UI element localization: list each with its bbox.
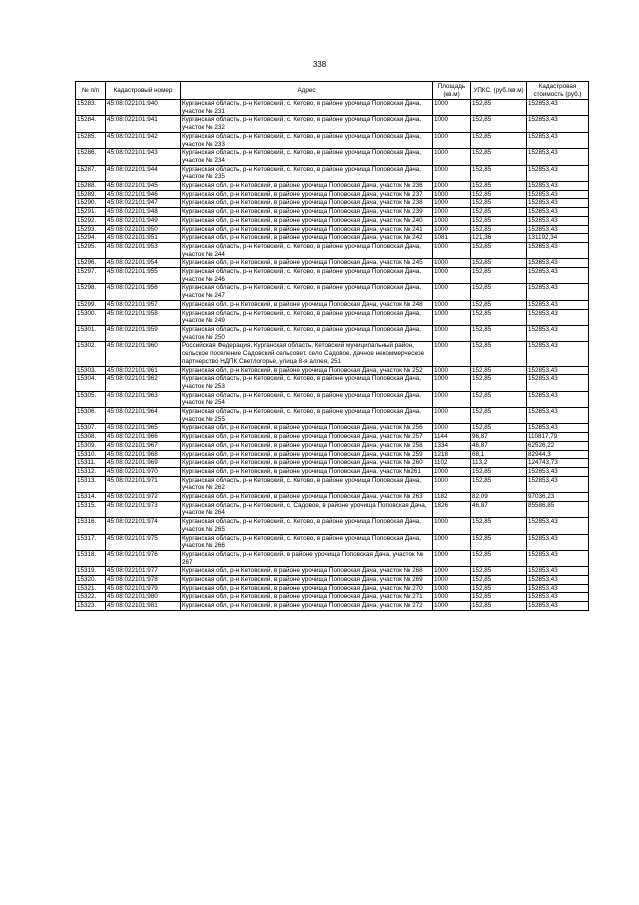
area-cell: 1000 <box>433 216 471 225</box>
address-cell: Курганская обл, р-н Кетовский, в районе урочища Поповская Дача, участок № 245 <box>181 259 433 268</box>
table-row <box>76 593 589 602</box>
area-cell: 1000 <box>433 300 471 309</box>
area-cell: 1826 <box>433 501 471 517</box>
table-row <box>76 567 589 576</box>
table-row <box>76 518 589 534</box>
upks-cell: 152,85 <box>471 391 527 407</box>
area-cell: 1000 <box>433 116 471 132</box>
table-row <box>76 602 589 611</box>
area-cell: 1000 <box>433 149 471 165</box>
upks-cell: 152,85 <box>471 149 527 165</box>
area-cell: 1182 <box>433 493 471 502</box>
row-number-cell: 15298. <box>76 284 106 300</box>
address-cell: Курганская область, р-н Кетовский, с. Садовое, в районе урочища Поповская Дача, участок № 264 <box>181 501 433 517</box>
area-cell: 1000 <box>433 534 471 550</box>
cadastral-number-cell: 45:08:022101:971 <box>106 476 181 492</box>
upks-cell: 152,85 <box>471 216 527 225</box>
upks-cell: 152,85 <box>471 309 527 325</box>
cadastral-number-cell: 45:08:022101:962 <box>106 375 181 391</box>
address-cell: Курганская область, р-н Кетовский, с. Кетово, в районе урочища Поповская Дача, участок № 254 <box>181 391 433 407</box>
upks-cell: 152,85 <box>471 199 527 208</box>
address-cell: Курганская обл, р-н Кетовский, в районе урочища Поповская Дача, участок № 256 <box>181 424 433 433</box>
address-cell: Курганская область, р-н Кетовский, с. Кетово, в районе урочища Поповская Дача, участок № 249 <box>181 309 433 325</box>
area-cell: 1000 <box>433 309 471 325</box>
area-cell: 1000 <box>433 165 471 181</box>
cadastral-number-cell: 45:08:022101:954 <box>106 259 181 268</box>
cadastral-value-cell: 152853,43 <box>527 268 589 284</box>
upks-cell: 46,87 <box>471 441 527 450</box>
cadastral-number-cell: 45:08:022101:965 <box>106 424 181 433</box>
row-number-cell: 15317. <box>76 534 106 550</box>
cadastral-number-cell: 45:08:022101:972 <box>106 493 181 502</box>
address-cell: Курганская обл, р-н Кетовский, в районе урочища Поповская Дача, участок № 238 <box>181 199 433 208</box>
upks-cell: 152,85 <box>471 116 527 132</box>
address-cell: Курганская обл, р-н Кетовский, в районе урочища Поповская Дача, участок № 270 <box>181 584 433 593</box>
area-cell: 1000 <box>433 408 471 424</box>
cadastral-number-cell: 45:08:022101:966 <box>106 433 181 442</box>
address-cell: Курганская обл, р-н Кетовский, в районе урочища Поповская Дача, участок № 248 <box>181 300 433 309</box>
cadastral-value-cell: 152853,43 <box>527 216 589 225</box>
cadastral-value-cell: 152853,43 <box>527 190 589 199</box>
upks-cell: 152,85 <box>471 100 527 116</box>
table-row <box>76 366 589 375</box>
header-row-number: № п/п <box>76 82 106 100</box>
table-row <box>76 391 589 407</box>
cadastral-value-cell: 152853,43 <box>527 391 589 407</box>
row-number-cell: 15299. <box>76 300 106 309</box>
table-row <box>76 309 589 325</box>
table-row <box>76 259 589 268</box>
table-row <box>76 284 589 300</box>
table-row <box>76 534 589 550</box>
cadastral-value-cell: 152853,43 <box>527 300 589 309</box>
header-upks: УПКС. (руб./кв.м) <box>471 82 527 100</box>
table-header-row <box>76 82 589 100</box>
upks-cell: 152,85 <box>471 534 527 550</box>
table-row <box>76 342 589 366</box>
table-row <box>76 242 589 258</box>
upks-cell: 152,85 <box>471 518 527 534</box>
address-cell: Курганская область, р-н Кетовский, с. Кетово, в районе урочища Поповская Дача, участок № 232 <box>181 116 433 132</box>
address-cell: Курганская область, р-н Кетовский, с. Кетово, в районе урочища Поповская Дача, участок № 231 <box>181 100 433 116</box>
area-cell: 1000 <box>433 132 471 148</box>
address-cell: Курганская область, р-н Кетовский, с. Кетово, в районе урочища Поповская Дача, участок № 246 <box>181 268 433 284</box>
table-row <box>76 182 589 191</box>
cadastral-number-cell: 45:08:022101:963 <box>106 391 181 407</box>
area-cell: 1218 <box>433 450 471 459</box>
row-number-cell: 15306. <box>76 408 106 424</box>
address-cell: Курганская область, р-н Кетовский, с. Кетово, в районе урочища Поповская Дача, участок № 253 <box>181 375 433 391</box>
area-cell: 1000 <box>433 467 471 476</box>
area-cell: 1000 <box>433 576 471 585</box>
cadastral-number-cell: 45:08:022101:945 <box>106 182 181 191</box>
cadastral-value-cell: 152853,43 <box>527 534 589 550</box>
cadastral-number-cell: 45:08:022101:964 <box>106 408 181 424</box>
table-row <box>76 584 589 593</box>
row-number-cell: 15300. <box>76 309 106 325</box>
cadastral-number-cell: 45:08:022101:958 <box>106 309 181 325</box>
cadastral-number-cell: 45:08:022101:949 <box>106 216 181 225</box>
cadastral-number-cell: 45:08:022101:980 <box>106 593 181 602</box>
address-cell: Курганская обл, р-н Кетовский, в районе урочища Поповская Дача, участок № 271 <box>181 593 433 602</box>
cadastral-value-cell: 152853,43 <box>527 259 589 268</box>
row-number-cell: 15305. <box>76 391 106 407</box>
area-cell: 1000 <box>433 242 471 258</box>
cadastral-number-cell: 45:08:022101:976 <box>106 550 181 566</box>
address-cell: Курганская обл, р-н Кетовский, в районе урочища Поповская Дача, участок № 240 <box>181 216 433 225</box>
cadastral-value-cell: 62526,22 <box>527 441 589 450</box>
cadastral-value-cell: 152853,43 <box>527 208 589 217</box>
header-area: Площадь (кв.м) <box>433 82 471 100</box>
cadastral-number-cell: 45:08:022101:956 <box>106 284 181 300</box>
area-cell: 1000 <box>433 268 471 284</box>
row-number-cell: 15308. <box>76 433 106 442</box>
address-cell: Курганская обл, р-н Кетовский, в районе урочища Поповская Дача, участок № 237 <box>181 190 433 199</box>
address-cell: Курганская область, р-н Кетовский, с. Кетово, в районе урочища Поповская Дача, участок № 233 <box>181 132 433 148</box>
cadastral-number-cell: 45:08:022101:944 <box>106 165 181 181</box>
row-number-cell: 15289. <box>76 190 106 199</box>
row-number-cell: 15322. <box>76 593 106 602</box>
table-row <box>76 325 589 341</box>
table-row <box>76 300 589 309</box>
cadastral-value-cell: 152853,43 <box>527 242 589 258</box>
cadastral-value-cell: 152853,43 <box>527 132 589 148</box>
cadastral-number-cell: 45:08:022101:977 <box>106 567 181 576</box>
cadastral-value-cell: 131192,34 <box>527 234 589 243</box>
row-number-cell: 15297. <box>76 268 106 284</box>
cadastral-value-cell: 152853,43 <box>527 476 589 492</box>
area-cell: 1000 <box>433 518 471 534</box>
address-cell: Курганская область, р-н Кетовский, в районе урочища Поповская Дача, участок № 267 <box>181 550 433 566</box>
table-row <box>76 234 589 243</box>
table-row <box>76 165 589 181</box>
area-cell: 1000 <box>433 325 471 341</box>
area-cell: 1000 <box>433 225 471 234</box>
cadastral-value-cell: 124743,73 <box>527 459 589 468</box>
area-cell: 1334 <box>433 441 471 450</box>
upks-cell: 96,87 <box>471 433 527 442</box>
cadastral-number-cell: 45:08:022101:957 <box>106 300 181 309</box>
row-number-cell: 15304. <box>76 375 106 391</box>
address-cell: Курганская обл, р-н Кетовский, в районе урочища Поповская Дача, участок № 258 <box>181 441 433 450</box>
cadastral-number-cell: 45:08:022101:968 <box>106 450 181 459</box>
address-cell: Курганская область, р-н Кетовский, с. Кетово, в районе урочища Поповская Дача, участок № 234 <box>181 149 433 165</box>
cadastral-value-cell: 152853,43 <box>527 550 589 566</box>
cadastral-value-cell: 152853,43 <box>527 309 589 325</box>
cadastral-number-cell: 45:08:022101:961 <box>106 366 181 375</box>
table-row <box>76 268 589 284</box>
cadastral-value-cell: 152853,43 <box>527 165 589 181</box>
header-cadastral-value: Кадастровая стоимость (руб.) <box>527 82 589 100</box>
table-row <box>76 459 589 468</box>
cadastral-value-cell: 152853,43 <box>527 199 589 208</box>
cadastral-number-cell: 45:08:022101:948 <box>106 208 181 217</box>
row-number-cell: 15284. <box>76 116 106 132</box>
cadastral-number-cell: 45:08:022101:960 <box>106 342 181 366</box>
cadastral-number-cell: 45:08:022101:953 <box>106 242 181 258</box>
table-row <box>76 433 589 442</box>
cadastral-number-cell: 45:08:022101:979 <box>106 584 181 593</box>
upks-cell: 152,85 <box>471 225 527 234</box>
cadastral-value-cell: 152853,43 <box>527 284 589 300</box>
row-number-cell: 15293. <box>76 225 106 234</box>
cadastral-value-cell: 152853,43 <box>527 584 589 593</box>
address-cell: Курганская область, р-н Кетовский, с. Кетово, в районе урочища Поповская Дача, участок № 235 <box>181 165 433 181</box>
cadastral-value-cell: 85586,85 <box>527 501 589 517</box>
row-number-cell: 15292. <box>76 216 106 225</box>
address-cell: Курганская обл, р-н Кетовский, в районе урочища Поповская Дача, участок № 272 <box>181 602 433 611</box>
cadastral-number-cell: 45:08:022101:951 <box>106 234 181 243</box>
table-row <box>76 190 589 199</box>
row-number-cell: 15301. <box>76 325 106 341</box>
address-cell: Курганская обл, р-н Кетовский, в районе урочища Поповская Дача, участок № 259 <box>181 450 433 459</box>
row-number-cell: 15309. <box>76 441 106 450</box>
upks-cell: 152,85 <box>471 550 527 566</box>
row-number-cell: 15307. <box>76 424 106 433</box>
cadastral-value-cell: 152853,43 <box>527 518 589 534</box>
area-cell: 1000 <box>433 342 471 366</box>
row-number-cell: 15311. <box>76 459 106 468</box>
row-number-cell: 15295. <box>76 242 106 258</box>
row-number-cell: 15318. <box>76 550 106 566</box>
row-number-cell: 15303. <box>76 366 106 375</box>
cadastral-number-cell: 45:08:022101:941 <box>106 116 181 132</box>
table-row <box>76 550 589 566</box>
row-number-cell: 15290. <box>76 199 106 208</box>
row-number-cell: 15294. <box>76 234 106 243</box>
cadastral-value-cell: 97036,23 <box>527 493 589 502</box>
upks-cell: 152,85 <box>471 208 527 217</box>
area-cell: 1000 <box>433 391 471 407</box>
area-cell: 1000 <box>433 199 471 208</box>
table-row <box>76 375 589 391</box>
row-number-cell: 15291. <box>76 208 106 217</box>
cadastral-value-cell: 152853,43 <box>527 100 589 116</box>
row-number-cell: 15283. <box>76 100 106 116</box>
upks-cell: 152,85 <box>471 242 527 258</box>
row-number-cell: 15315. <box>76 501 106 517</box>
table-row <box>76 441 589 450</box>
area-cell: 1000 <box>433 259 471 268</box>
area-cell: 1000 <box>433 366 471 375</box>
table-row <box>76 501 589 517</box>
cadastral-value-cell: 152853,43 <box>527 325 589 341</box>
header-cadastral-number: Кадастровый номер <box>106 82 181 100</box>
area-cell: 1000 <box>433 208 471 217</box>
cadastral-value-cell: 152853,43 <box>527 467 589 476</box>
row-number-cell: 15296. <box>76 259 106 268</box>
upks-cell: 152,85 <box>471 593 527 602</box>
area-cell: 1144 <box>433 433 471 442</box>
upks-cell: 46,87 <box>471 501 527 517</box>
upks-cell: 113,2 <box>471 459 527 468</box>
area-cell: 1000 <box>433 375 471 391</box>
cadastral-value-cell: 152853,43 <box>527 408 589 424</box>
upks-cell: 152,85 <box>471 132 527 148</box>
upks-cell: 152,85 <box>471 375 527 391</box>
upks-cell: 152,85 <box>471 165 527 181</box>
area-cell: 1102 <box>433 459 471 468</box>
area-cell: 1000 <box>433 190 471 199</box>
upks-cell: 152,85 <box>471 182 527 191</box>
address-cell: Курганская область, р-н Кетовский, с. Кетово, в районе урочища Поповская Дача, участок № 250 <box>181 325 433 341</box>
cadastral-number-cell: 45:08:022101:967 <box>106 441 181 450</box>
address-cell: Курганская обл, р-н Кетовский, в районе урочища Поповская Дача, участок № 257 <box>181 433 433 442</box>
address-cell: Курганская обл, р-н Кетовский, в районе урочища Поповская Дача, участок № 268 <box>181 567 433 576</box>
upks-cell: 152,85 <box>471 476 527 492</box>
cadastral-number-cell: 45:08:022101:978 <box>106 576 181 585</box>
table-body <box>76 100 589 611</box>
upks-cell: 152,85 <box>471 366 527 375</box>
cadastral-number-cell: 45:08:022101:955 <box>106 268 181 284</box>
address-cell: Курганская обл, р-н Кетовский, в районе урочища Поповская Дача, участок № 239 <box>181 208 433 217</box>
row-number-cell: 15320. <box>76 576 106 585</box>
area-cell: 1000 <box>433 476 471 492</box>
upks-cell: 152,85 <box>471 342 527 366</box>
address-cell: Российская Федерация, Курганская область, Кетовский муниципальный район, сельское поселение Садовский сельсовет, село Садовое, дачное некоммерческое партнерство НДПК Светлогорье, улица 8-я аллея, 251 <box>181 342 433 366</box>
cadastral-value-cell: 152853,43 <box>527 182 589 191</box>
upks-cell: 152,85 <box>471 467 527 476</box>
cadastral-number-cell: 45:08:022101:940 <box>106 100 181 116</box>
address-cell: Курганская область, р-н Кетовский, с. Кетово, в районе урочища Поповская Дача, участок № 244 <box>181 242 433 258</box>
table-row <box>76 100 589 116</box>
row-number-cell: 15310. <box>76 450 106 459</box>
table-row <box>76 149 589 165</box>
row-number-cell: 15319. <box>76 567 106 576</box>
row-number-cell: 15314. <box>76 493 106 502</box>
address-cell: Курганская обл, р-н Кетовский, в районе урочища Поповская Дача, участок № 242 <box>181 234 433 243</box>
upks-cell: 121,36 <box>471 234 527 243</box>
upks-cell: 152,85 <box>471 284 527 300</box>
cadastral-number-cell: 45:08:022101:947 <box>106 199 181 208</box>
cadastral-number-cell: 45:08:022101:959 <box>106 325 181 341</box>
cadastral-value-cell: 152853,43 <box>527 225 589 234</box>
upks-cell: 152,85 <box>471 190 527 199</box>
upks-cell: 152,85 <box>471 325 527 341</box>
cadastral-number-cell: 45:08:022101:950 <box>106 225 181 234</box>
table-row <box>76 116 589 132</box>
address-cell: Курганская обл, р-н Кетовский, в районе урочища Поповская Дача, участок № 241 <box>181 225 433 234</box>
row-number-cell: 15287. <box>76 165 106 181</box>
row-number-cell: 15313. <box>76 476 106 492</box>
table-row <box>76 208 589 217</box>
table-row <box>76 225 589 234</box>
address-cell: Курганская обл, р-н Кетовский, в районе урочища Поповская Дача, участок № 263 <box>181 493 433 502</box>
address-cell: Курганская область, р-н Кетовский, с. Кетово, в районе урочища Поповская Дача, участок № 265 <box>181 518 433 534</box>
row-number-cell: 15312. <box>76 467 106 476</box>
row-number-cell: 15288. <box>76 182 106 191</box>
cadastral-value-cell: 110817,79 <box>527 433 589 442</box>
cadastral-number-cell: 45:08:022101:981 <box>106 602 181 611</box>
area-cell: 1000 <box>433 100 471 116</box>
cadastral-number-cell: 45:08:022101:975 <box>106 534 181 550</box>
table-row <box>76 408 589 424</box>
upks-cell: 152,85 <box>471 408 527 424</box>
address-cell: Курганская область, р-н Кетовский, с. Кетово, в районе урочища Поповская Дача, участок № 255 <box>181 408 433 424</box>
cadastral-value-cell: 152853,43 <box>527 366 589 375</box>
cadastral-number-cell: 45:08:022101:973 <box>106 501 181 517</box>
area-cell: 1000 <box>433 593 471 602</box>
address-cell: Курганская обл, р-н Кетовский, в районе урочища Поповская Дача, участок № 236 <box>181 182 433 191</box>
row-number-cell: 15302. <box>76 342 106 366</box>
table-row <box>76 476 589 492</box>
cadastral-value-cell: 152853,43 <box>527 567 589 576</box>
row-number-cell: 15286. <box>76 149 106 165</box>
upks-cell: 68,1 <box>471 450 527 459</box>
area-cell: 1000 <box>433 584 471 593</box>
table-row <box>76 424 589 433</box>
table-row <box>76 216 589 225</box>
address-cell: Курганская область, р-н Кетовский, с. Кетово, в районе урочища Поповская Дача, участок № 266 <box>181 534 433 550</box>
cadastral-value-cell: 152853,43 <box>527 593 589 602</box>
table-row <box>76 493 589 502</box>
header-address: Адрес <box>181 82 433 100</box>
table-row <box>76 199 589 208</box>
table-row <box>76 576 589 585</box>
upks-cell: 152,85 <box>471 424 527 433</box>
cadastral-value-cell: 152853,43 <box>527 424 589 433</box>
address-cell: Курганская область, р-н Кетовский, с. Кетово, в районе урочища Поповская Дача, участок № 262 <box>181 476 433 492</box>
upks-cell: 152,85 <box>471 602 527 611</box>
cadastral-number-cell: 45:08:022101:946 <box>106 190 181 199</box>
cadastral-value-cell: 152853,43 <box>527 602 589 611</box>
table-row <box>76 467 589 476</box>
address-cell: Курганская обл, р-н Кетовский, в районе урочища Поповская Дача, участок № 269 <box>181 576 433 585</box>
area-cell: 1000 <box>433 602 471 611</box>
cadastral-value-cell: 152853,43 <box>527 375 589 391</box>
upks-cell: 152,85 <box>471 259 527 268</box>
upks-cell: 152,85 <box>471 567 527 576</box>
address-cell: Курганская область, р-н Кетовский, с. Кетово, в районе урочища Поповская Дача, участок № 247 <box>181 284 433 300</box>
area-cell: 1000 <box>433 284 471 300</box>
table-row <box>76 132 589 148</box>
row-number-cell: 15321. <box>76 584 106 593</box>
address-cell: Курганская обл, р-н Кетовский, в районе урочища Поповская Дача, участок № 252 <box>181 366 433 375</box>
address-cell: Курганская обл, р-н Кетовский, в районе урочища Поповская Дача, участок № 260 <box>181 459 433 468</box>
row-number-cell: 15285. <box>76 132 106 148</box>
cadastral-value-cell: 152853,43 <box>527 116 589 132</box>
cadastral-value-cell: 152853,43 <box>527 149 589 165</box>
row-number-cell: 15316. <box>76 518 106 534</box>
upks-cell: 152,85 <box>471 300 527 309</box>
cadastral-number-cell: 45:08:022101:943 <box>106 149 181 165</box>
table-row <box>76 450 589 459</box>
cadastral-number-cell: 45:08:022101:974 <box>106 518 181 534</box>
cadastral-value-cell: 152853,43 <box>527 576 589 585</box>
area-cell: 1000 <box>433 424 471 433</box>
upks-cell: 152,85 <box>471 268 527 284</box>
cadastral-table <box>75 81 589 611</box>
upks-cell: 152,85 <box>471 576 527 585</box>
area-cell: 1081 <box>433 234 471 243</box>
area-cell: 1000 <box>433 550 471 566</box>
upks-cell: 152,85 <box>471 584 527 593</box>
address-cell: Курганская обл, р-н Кетовский, в районе урочища Поповская Дача, участок №261 <box>181 467 433 476</box>
cadastral-value-cell: 152853,43 <box>527 342 589 366</box>
page-number: 338 <box>312 60 327 69</box>
upks-cell: 82,09 <box>471 493 527 502</box>
cadastral-value-cell: 82944,3 <box>527 450 589 459</box>
cadastral-number-cell: 45:08:022101:970 <box>106 467 181 476</box>
cadastral-number-cell: 45:08:022101:969 <box>106 459 181 468</box>
area-cell: 1000 <box>433 182 471 191</box>
row-number-cell: 15323. <box>76 602 106 611</box>
cadastral-number-cell: 45:08:022101:942 <box>106 132 181 148</box>
area-cell: 1000 <box>433 567 471 576</box>
